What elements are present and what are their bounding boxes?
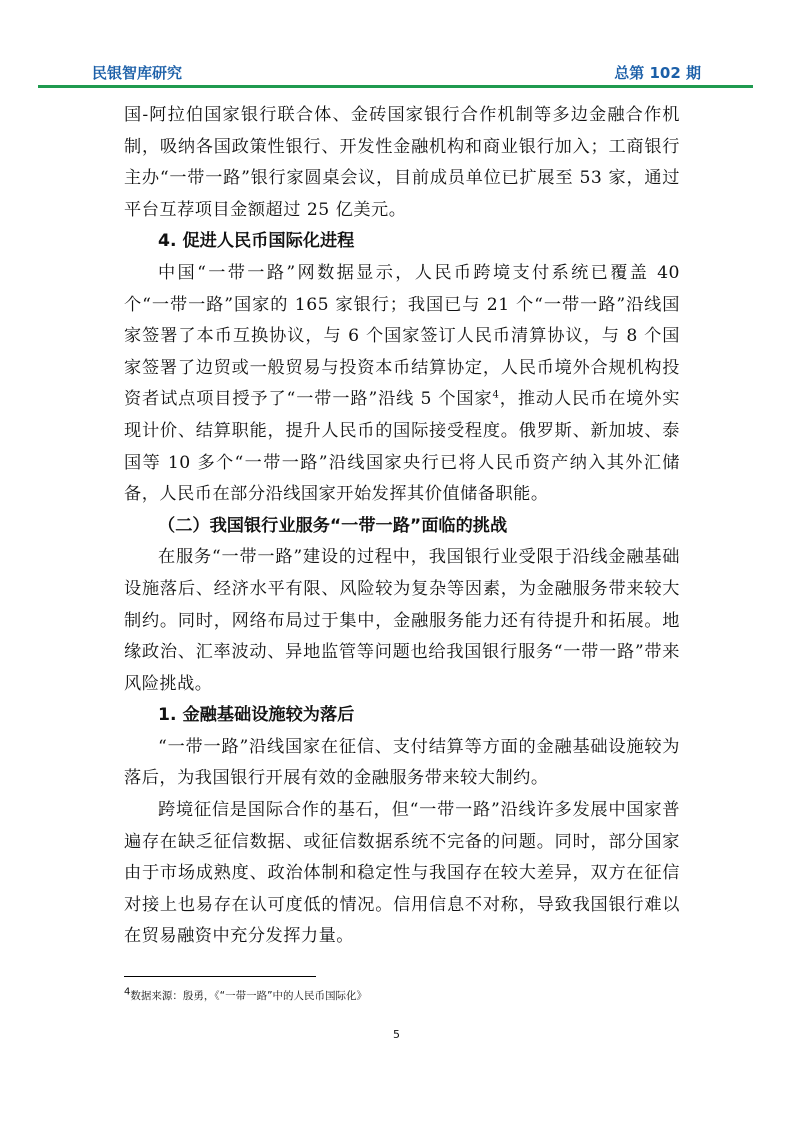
- paragraph-continued: 国-阿拉伯国家银行联合体、金砖国家银行合作机制等多边金融合作机制，吸纳各国政策性银行、开发性金融机构和商业银行加入；工商银行主办“一带一路”银行家圆桌会议，目前成员单位已扩展至 53 家，通过平台互荐项目金额超过 25 亿美元。: [124, 105, 680, 220]
- header-divider: [38, 85, 753, 88]
- page-body: [124, 100, 680, 953]
- paragraph-cross-border-credit: 跨境征信是国际合作的基石，但“一带一路”沿线许多发展中国家普遍存在缺乏征信数据、或征信数据系统不完备的问题。同时，部分国家由于市场成熟度、政治体制和稳定性与我国存在较大差异，双方在征信对接上也易存在认可度低的情况。信用信息不对称，导致我国银行难以在贸易融资中充分发挥力量。: [124, 800, 680, 947]
- paragraph-text-part1: 中国“一带一路”网数据显示，人民币跨境支付系统已覆盖 40 个“一带一路”国家的 165 家银行；我国已与 21 个“一带一路”沿线国家签署了本币互换协议，与 6 个国家签订人民币清算协议，与 8 个国家签署了边贸或一般贸易与投资本币结算协定，人民币境外合规机构投资者试点项目授予了“一带一路”沿线 5 个国家: [124, 262, 680, 410]
- footnote-marker: 4: [124, 986, 131, 998]
- journal-title: 民银智库研究: [92, 64, 183, 82]
- footnote: [124, 988, 367, 1003]
- paragraph-rmb-internationalization: [124, 258, 680, 511]
- heading-financial-infrastructure: 1. 金融基础设施较为落后: [158, 705, 355, 726]
- heading-promote-rmb-internationalization: 4. 促进人民币国际化进程: [158, 231, 355, 252]
- footnote-text: 数据来源：殷勇，《“一带一路”中的人民币国际化》: [130, 990, 368, 1002]
- footnote-divider: [124, 976, 316, 977]
- section-heading-challenges: （二）我国银行业服务“一带一路”面临的挑战: [158, 515, 508, 536]
- page-header: [92, 62, 701, 86]
- paragraph-challenges-overview: 在服务“一带一路”建设的过程中，我国银行业受限于沿线金融基础设施落后、经济水平有限、风险较为复杂等因素，为金融服务带来较大制约。同时，网络布局过于集中，金融服务能力还有待提升和拓展。地缘政治、汇率波动、异地监管等问题也给我国银行服务“一带一路”带来风险挑战。: [124, 547, 680, 694]
- issue-number: 总第 102 期: [614, 64, 701, 82]
- paragraph-infrastructure-lagging: “一带一路”沿线国家在征信、支付结算等方面的金融基础设施较为落后，为我国银行开展有效的金融服务带来较大制约。: [124, 736, 680, 789]
- page-number: 5: [393, 1028, 400, 1041]
- footnote-reference[interactable]: 4: [492, 389, 500, 401]
- paragraph-text-part2: ，推动人民币在境外实现计价、结算职能，提升人民币的国际接受程度。俄罗斯、新加坡、泰国等 10 多个“一带一路”沿线国家央行已将人民币资产纳入其外汇储备，人民币在部分沿线国家开始发挥其价值储备职能。: [124, 389, 680, 505]
